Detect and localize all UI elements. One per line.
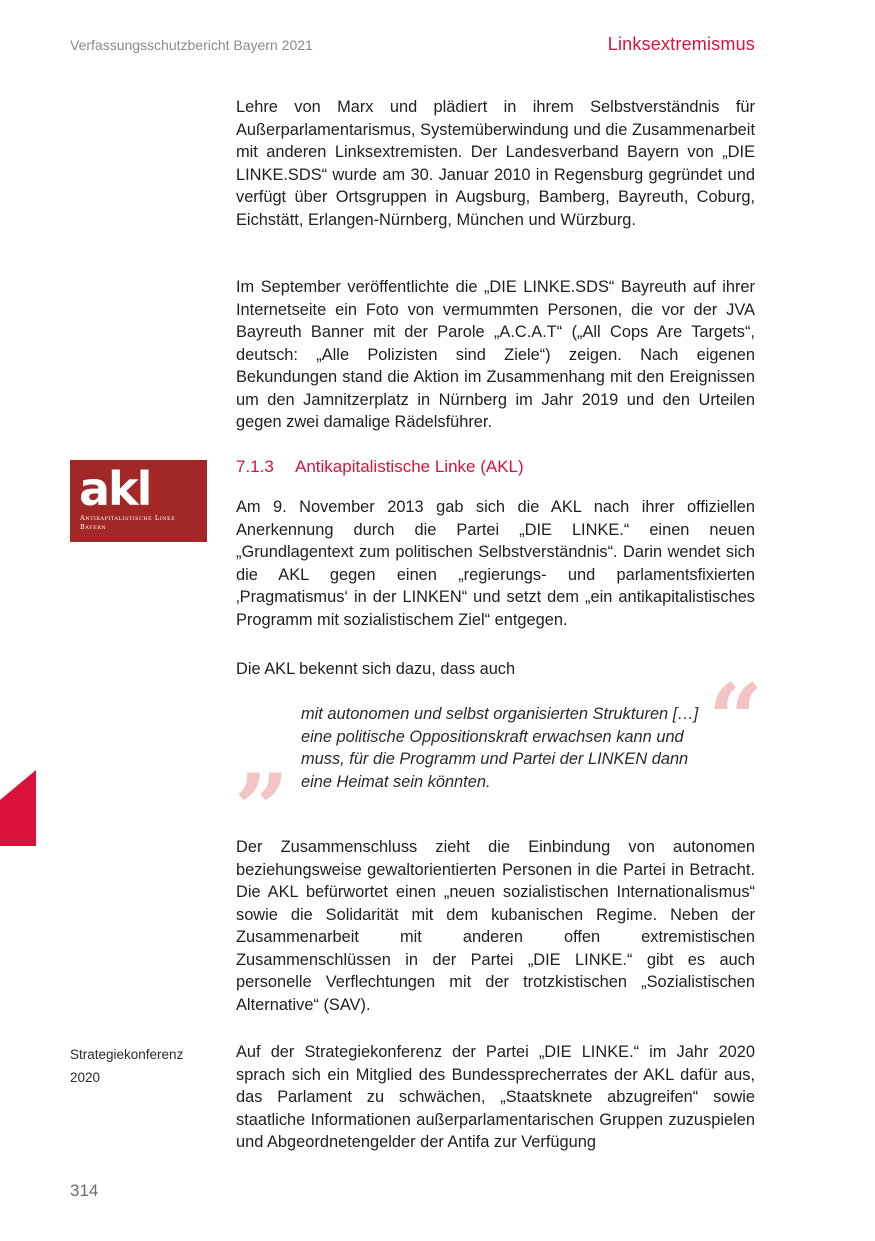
body-paragraph-6 xyxy=(236,1041,755,1154)
akl-logo-line-1: Antikapitalistische Linke xyxy=(80,514,176,522)
margin-note-line-1: Strategiekonferenz xyxy=(70,1047,184,1062)
akl-logo-subtitle xyxy=(80,514,175,532)
margin-note-line-2: 2020 xyxy=(70,1070,101,1085)
paragraph-text: Die AKL bekennt sich dazu, dass auch xyxy=(236,660,516,678)
akl-logo-line-2: Bayern xyxy=(80,523,107,531)
paragraph-text: Am 9. November 2013 gab sich die AKL nach ihrer offiziellen Anerkennung durch die Partei „DIE LINKE.“ einen neuen „Grundlagentext zum politischen Selbstverständnis“. Darin wendet sich die AKL gegen einen „regierungs- und parlamentsfixierten ‚Pragmatismus‘ in der LINKEN“ und setzt dem „ein antikapitalistisches Programm mit sozialistischem Ziel“ entgegen. xyxy=(236,498,755,629)
paragraph-text: Im September veröffentlichte die „DIE LINKE.SDS“ Bayreuth auf ihrer Internetseite ein Foto von vermummten Personen, die vor der JVA Bayreuth Banner mit der Parole „A.C.A.T“ („All Cops Are Targets“, deutsch: „Alle Polizisten sind Ziele“) zeigen. Nach eigenen Bekundungen stand die Aktion im Zusammenhang mit den Ereignissen um den Jamnitzerplatz in Nürnberg im Jahr 2019 und den Urteilen gegen zwei damalige Rädelsführer. xyxy=(236,278,755,431)
section-title: Antikapitalistische Linke (AKL) xyxy=(295,457,524,476)
paragraph-text: Lehre von Marx und plädiert in ihrem Selbstverständnis für Außerparlamentarismus, Systemüberwindung und die Zusammenarbeit mit anderen Linksextremisten. Der Landesverband Bayern von „DIE LINKE.SDS“ wurde am 30. Januar 2010 in Regensburg gegründet und verfügt über Ortsgruppen in Augsburg, Bamberg, Bayreuth, Coburg, Eichstätt, Erlangen-Nürnberg, München und Würzburg. xyxy=(236,98,755,229)
section-number: 7.1.3 xyxy=(236,457,274,476)
running-header-chapter: Linksextremismus xyxy=(607,34,755,54)
running-header-title: Verfassungsschutzbericht Bayern 2021 xyxy=(70,37,313,53)
akl-logo-wordmark: akl xyxy=(79,462,151,516)
body-paragraph-2 xyxy=(236,276,755,434)
body-paragraph-3 xyxy=(236,496,755,631)
quote-text: mit autonomen und selbst organisierten Strukturen […] eine politische Oppositionskraft erwachsen kann und muss, für die Programm und Partei der LINKEN dann eine Heimat sein könnten. xyxy=(301,705,699,791)
open-quote-icon: “ xyxy=(708,663,764,776)
section-heading xyxy=(236,457,524,477)
akl-logo xyxy=(70,460,207,542)
body-paragraph-1 xyxy=(236,96,755,231)
body-paragraph-4 xyxy=(236,658,755,681)
red-edge-marker xyxy=(0,770,36,846)
page-number: 314 xyxy=(70,1181,99,1200)
margin-note xyxy=(70,1043,183,1089)
paragraph-text: Der Zusammenschluss zieht die Einbindung von autonomen beziehungsweise gewaltorientierten Personen in die Partei in Betracht. Die AKL befürwortet einen „neuen sozialistischen Internationalismus“ sowie die Solidarität mit dem kubanischen Regime. Neben der Zusammenarbeit mit anderen offen extremistischen Zusammenschlüssen in der Partei „DIE LINKE.“ gibt es auch personelle Verflechtungen mit der trotzkistischen „Sozialistischen Alternative“ (SAV). xyxy=(236,838,755,1014)
paragraph-text: Auf der Strategiekonferenz der Partei „DIE LINKE.“ im Jahr 2020 sprach sich ein Mitglied des Bundessprecherrates der AKL dafür aus, das Parlament zu schwächen, „Staatsknete abzugreifen“ sowie staatliche Informationen außerparlamentarischen Gruppen zuzuspielen und Abgeordnetengelder der Antifa zur Verfügung xyxy=(236,1043,755,1151)
body-paragraph-5 xyxy=(236,836,755,1016)
close-quote-icon: ” xyxy=(234,753,290,866)
block-quote xyxy=(301,703,699,793)
